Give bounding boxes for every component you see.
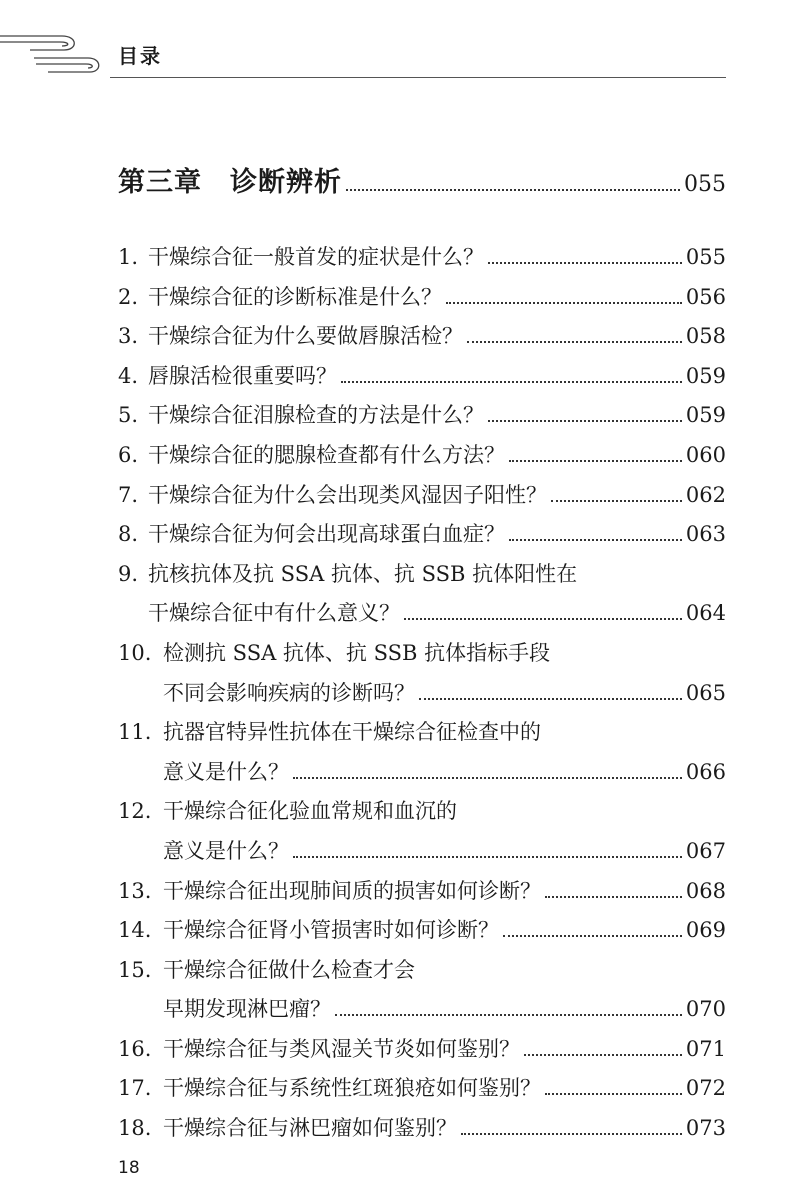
toc-entry <box>118 713 726 792</box>
toc-entry-title: 干燥综合征做什么检查才会 <box>163 957 415 982</box>
dot-leader <box>503 935 682 937</box>
toc-entry-page-number: 066 <box>685 759 726 784</box>
header-rule <box>110 77 726 78</box>
toc-entry <box>118 436 726 476</box>
dot-leader <box>446 302 682 304</box>
toc-entry <box>118 238 726 278</box>
toc-entry-line <box>118 436 726 476</box>
running-header-title: 目录 <box>118 44 162 68</box>
toc-entry-title: 干燥综合征化验血常规和血沉的 <box>163 799 457 824</box>
toc-entry-number: 18. <box>118 1116 152 1141</box>
toc-entry-line <box>118 515 726 555</box>
toc-entry-line <box>118 357 726 397</box>
toc-entry <box>118 951 726 1030</box>
toc-entry-title: 干燥综合征与系统性红斑狼疮如何鉴别？ <box>163 1076 541 1101</box>
toc-entry-number: 13. <box>118 878 152 903</box>
toc-entry-title: 干燥综合征肾小管损害时如何诊断？ <box>163 918 499 943</box>
toc-entry-page-number: 069 <box>685 918 726 943</box>
toc-entry-title: 检测抗 SSA 抗体、抗 SSB 抗体指标手段 <box>163 640 551 665</box>
toc-entry-number: 11. <box>118 720 152 745</box>
dot-leader <box>346 189 680 191</box>
dot-leader <box>551 500 682 502</box>
toc-entry-title: 意义是什么？ <box>163 759 289 784</box>
toc-entry-line <box>118 1069 726 1109</box>
toc-entry-title: 干燥综合征的诊断标准是什么？ <box>148 284 442 309</box>
toc-entry-line <box>118 317 726 357</box>
toc-entry-title: 抗器官特异性抗体在干燥综合征检查中的 <box>163 720 541 745</box>
toc-entry-line <box>118 396 726 436</box>
toc-entry-page-number: 062 <box>685 482 726 507</box>
dot-leader <box>488 262 682 264</box>
toc-entry-line <box>118 1030 726 1070</box>
dot-leader <box>467 341 682 343</box>
toc-entry-page-number: 055 <box>685 245 726 269</box>
toc-entry-page-number: 059 <box>685 403 726 428</box>
toc-entry-title: 不同会影响疾病的诊断吗？ <box>163 680 415 705</box>
dot-leader <box>509 460 682 462</box>
toc-entry <box>118 1069 726 1109</box>
toc-entry <box>118 911 726 951</box>
toc-entry-page-number: 070 <box>685 997 726 1022</box>
toc-entry-line <box>118 278 726 318</box>
toc-entry-number: 9. <box>118 561 139 586</box>
toc-entry-page-number: 063 <box>685 522 726 547</box>
toc-entry <box>118 396 726 436</box>
dot-leader <box>545 1093 682 1095</box>
toc-entry-line <box>118 476 726 516</box>
dot-leader <box>404 618 682 620</box>
toc-entry-number: 16. <box>118 1036 152 1061</box>
dot-leader <box>509 539 682 541</box>
toc-entry <box>118 476 726 516</box>
dot-leader <box>335 1014 682 1016</box>
toc-entry-line <box>118 990 726 1030</box>
toc-entry-number: 5. <box>118 403 139 428</box>
toc-entry-line <box>118 951 726 991</box>
toc-entry-title: 干燥综合征与淋巴瘤如何鉴别？ <box>163 1116 457 1141</box>
toc-entry-title: 唇腺活检很重要吗？ <box>148 363 337 388</box>
dot-leader <box>341 381 682 383</box>
toc-entry-title: 干燥综合征与类风湿关节炎如何鉴别？ <box>163 1036 520 1061</box>
toc-entry-number: 6. <box>118 442 139 467</box>
toc-entry-title: 抗核抗体及抗 SSA 抗体、抗 SSB 抗体阳性在 <box>148 561 578 586</box>
toc-entry-title: 意义是什么？ <box>163 838 289 863</box>
toc-entry-number: 7. <box>118 482 139 507</box>
toc-entry-page-number: 068 <box>685 878 726 903</box>
toc-entry <box>118 1030 726 1070</box>
toc-entry-number: 3. <box>118 324 139 349</box>
toc-entry-number: 4. <box>118 363 139 388</box>
toc-entry-number: 2. <box>118 284 139 309</box>
dot-leader <box>293 777 682 779</box>
toc-entry-title: 干燥综合征出现肺间质的损害如何诊断？ <box>163 878 541 903</box>
toc-entry-line <box>118 634 726 674</box>
toc-entry-number: 17. <box>118 1076 152 1101</box>
toc-entry-title: 干燥综合征泪腺检查的方法是什么？ <box>148 403 484 428</box>
toc-entry-page-number: 067 <box>685 838 726 863</box>
toc-entry-page-number: 059 <box>685 363 726 388</box>
dot-leader <box>488 420 682 422</box>
chapter-title: 第三章 诊断辨析 <box>118 167 342 198</box>
toc-entry-line <box>118 832 726 872</box>
toc-entry-page-number: 056 <box>685 284 726 309</box>
toc-list <box>118 238 726 1149</box>
toc-entry-page-number: 058 <box>685 324 726 349</box>
toc-entry-line <box>118 238 726 278</box>
toc-entry <box>118 634 726 713</box>
toc-entry-line <box>118 1109 726 1149</box>
toc-entry-title: 干燥综合征为什么要做唇腺活检？ <box>148 324 463 349</box>
toc-entry-number: 12. <box>118 799 152 824</box>
toc-entry-line <box>118 911 726 951</box>
toc-entry-number: 1. <box>118 245 139 269</box>
toc-entry <box>118 357 726 397</box>
toc-entry-title: 干燥综合征为何会出现高球蛋白血症？ <box>148 522 505 547</box>
dot-leader <box>419 698 682 700</box>
toc-entry-page-number: 064 <box>685 601 726 626</box>
toc-entry-number: 15. <box>118 957 152 982</box>
dot-leader <box>461 1133 682 1135</box>
toc-entry-line <box>118 674 726 714</box>
toc-entry-line <box>118 555 726 595</box>
toc-entry <box>118 515 726 555</box>
toc-entry-title: 干燥综合征的腮腺检查都有什么方法？ <box>148 442 505 467</box>
toc-entry-line <box>118 594 726 634</box>
toc-entry <box>118 792 726 871</box>
dot-leader <box>293 856 682 858</box>
toc-entry-number: 14. <box>118 918 152 943</box>
toc-entry-number: 8. <box>118 522 139 547</box>
header-cloud-ornament-icon <box>0 28 110 78</box>
toc-entry-line <box>118 872 726 912</box>
toc-entry-title: 干燥综合征中有什么意义？ <box>148 601 400 626</box>
toc-entry-page-number: 065 <box>685 680 726 705</box>
toc-entry-line <box>118 753 726 793</box>
toc-entry-page-number: 060 <box>685 442 726 467</box>
toc-entry-number: 10. <box>118 640 152 665</box>
page-number: 18 <box>118 1158 140 1178</box>
dot-leader <box>524 1054 682 1056</box>
toc-entry <box>118 317 726 357</box>
toc-entry-line <box>118 713 726 753</box>
chapter-heading <box>118 160 726 200</box>
chapter-page-number: 055 <box>684 172 726 197</box>
toc-entry-title: 早期发现淋巴瘤？ <box>163 997 331 1022</box>
toc-entry <box>118 278 726 318</box>
toc-entry-title: 干燥综合征为什么会出现类风湿因子阳性？ <box>148 482 547 507</box>
toc-entry <box>118 872 726 912</box>
toc-entry <box>118 1109 726 1149</box>
toc-entry-title: 干燥综合征一般首发的症状是什么？ <box>148 245 484 269</box>
toc-entry-line <box>118 792 726 832</box>
dot-leader <box>545 896 682 898</box>
toc-entry-page-number: 071 <box>685 1036 726 1061</box>
toc-entry-page-number: 073 <box>685 1116 726 1141</box>
toc-entry-page-number: 072 <box>685 1076 726 1101</box>
toc-entry <box>118 555 726 634</box>
